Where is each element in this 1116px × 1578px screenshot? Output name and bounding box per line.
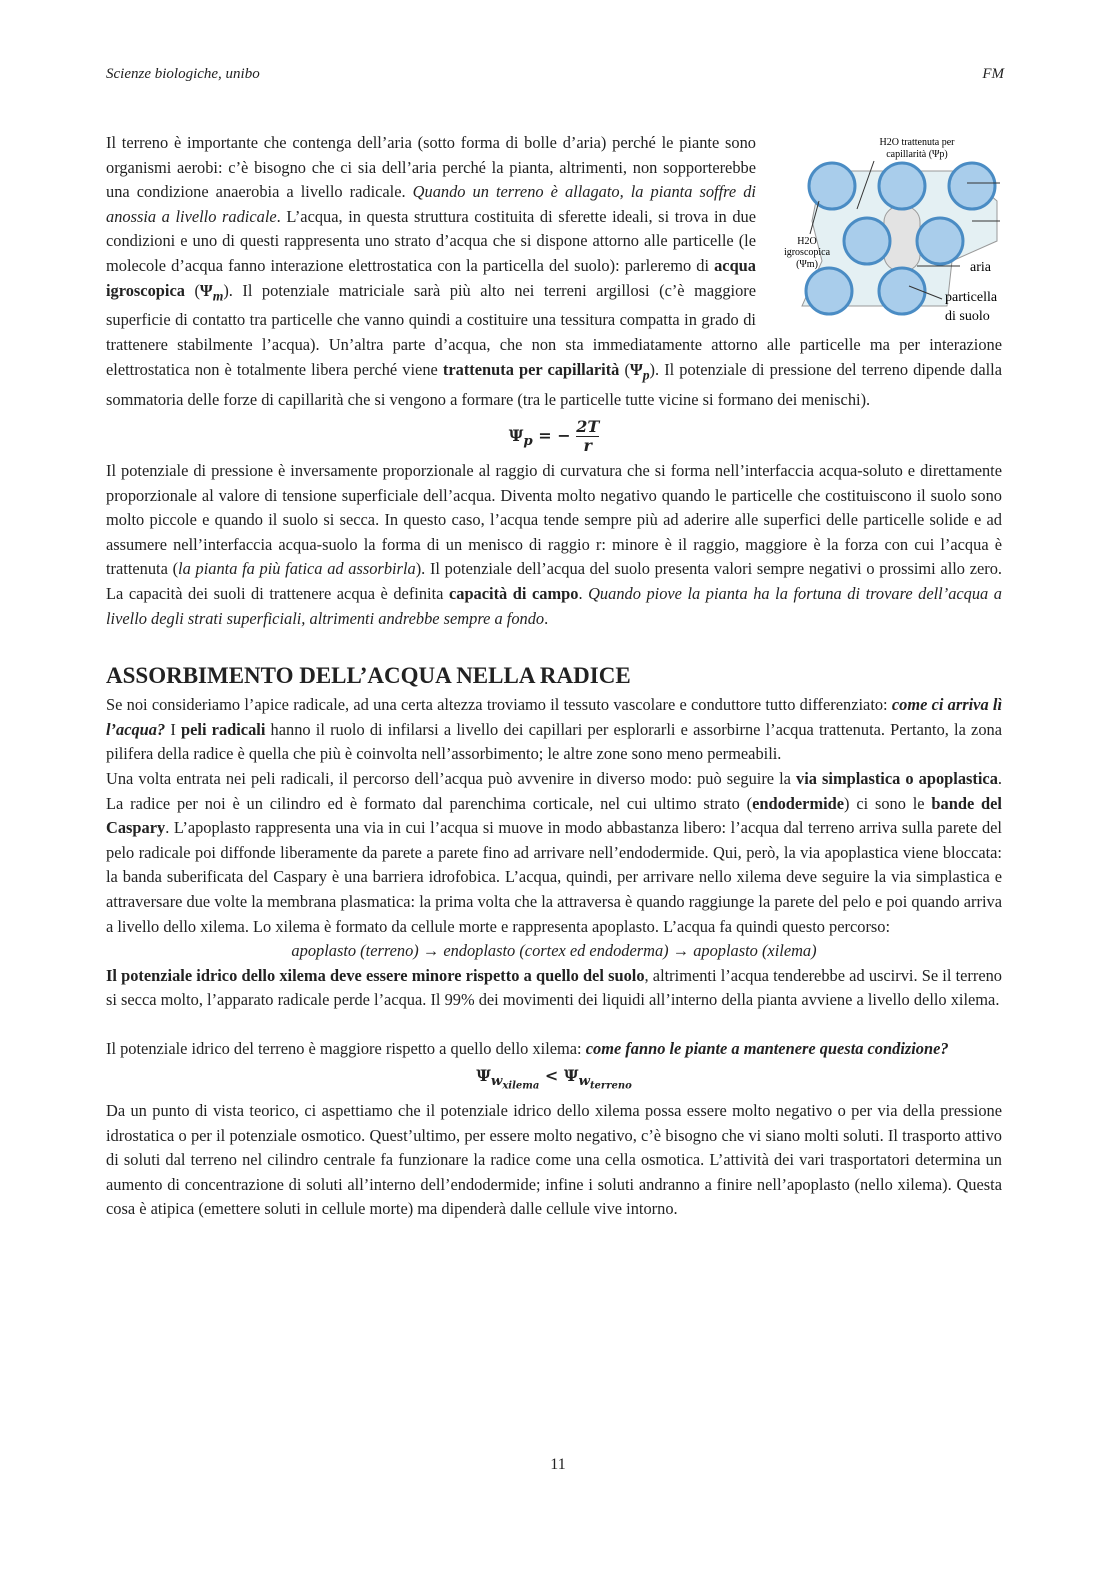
text-run: ( xyxy=(619,359,630,379)
text-run: . xyxy=(544,608,549,628)
text-run: . L’acqua, in questa struttura costituita di sferette ideali, si trova in due condizioni e uno di questi rappresenta uno strato d’acqua che si dispone attorno alle particelle (le molecole d’acqua fanno interazione elettrostatica con la particella del suolo): parleremo di xyxy=(106,206,756,275)
fig-label-capillary-2: capillarità (Ψp) xyxy=(886,149,948,160)
text-run: I xyxy=(165,719,181,739)
formula-sub: p xyxy=(523,433,533,450)
text-run: ). Il potenziale matriciale sarà più alto nei terreni argillosi (c’è maggiore superficie di contatto tra particelle che vanno quindi a costituire una tessitura compatta in grado di trattenere stabilmente l’acqua). Un’altra parte d’acqua, che non sta immediatamente attorno alle particelle ma per interazione elettrostatica non è totalmente libera perché viene xyxy=(106,280,1002,379)
text-run: Il potenziale idrico dello xilema deve essere minore rispetto a quello del suolo xyxy=(106,965,645,985)
text-run: ) ci sono le xyxy=(844,793,932,813)
text-run: Se noi consideriamo l’apice radicale, ad una certa altezza troviamo il tessuto vascolare e conduttore tutto differenziato: xyxy=(106,695,892,715)
text-run: ). Il potenziale dell’acqua del suolo presenta valori sempre negativi o prossimi allo zero. La capacità dei suoli di trattenere acqua è definita xyxy=(106,559,1002,604)
psi-symbol: Ψ xyxy=(508,426,524,446)
paragraph xyxy=(106,693,1002,767)
text-run: Il potenziale di pressione è inversamente proporzionale al raggio di curvatura che si forma nell’interfaccia acqua-soluto e direttamente proporzionale al valore di tensione superficiale dell’acqua. Diventa molto negativo quando le particelle che costituiscono il suolo sono molto piccole e quando il suolo si secca. In questo caso, l’acqua tende sempre più ad aderire alle superfici delle particelle solide e ad assumere nell’interfaccia acqua-suolo la forma di un menisco di raggio r: minore è il raggio, maggiore è la forza con cui l’acqua è trattenuta ( xyxy=(106,461,1002,579)
text-run: via simplastica o apoplastica xyxy=(796,769,998,789)
paragraph xyxy=(106,459,1002,631)
psi-symbol: Ψ xyxy=(476,1065,491,1085)
text-run: Una volta entrata nei peli radicali, il percorso dell’acqua può avvenire in diverso modo: può seguire la xyxy=(106,769,797,789)
header-right: FM xyxy=(982,66,1004,82)
water-pathway: apoplasto (terreno) → endoplasto (cortex ed endoderma) → apoplasto (xilema) xyxy=(291,941,817,961)
text-run: Quando un terreno è allagato, la pianta soffre di anossia a livello radicale xyxy=(106,182,756,226)
text-run: hanno il ruolo di infilarsi a livello dei capillari per esplorarli e assorbirne l’acqua trattenuta. Pertanto, la zona pilifera della radice è quella che più è coinvolta nell’assorbimento; le altre zone sono meno permeabili. xyxy=(106,719,1002,764)
fig-label-capillary: H2O trattenuta per xyxy=(879,137,955,148)
text-run: endodermide xyxy=(752,793,845,813)
soil-particles-figure xyxy=(762,131,1012,331)
text-run: acqua igroscopica xyxy=(106,255,756,300)
formula-sub: w xyxy=(490,1072,503,1089)
xylem-paragraphs xyxy=(106,964,1002,1013)
text-run: Il potenziale idrico del terreno è maggiore rispetto a quello dello xilema: xyxy=(106,1038,586,1058)
text-run: Ψ xyxy=(199,280,213,300)
formula-sub: w xyxy=(578,1072,590,1089)
text-run: m xyxy=(212,287,224,303)
formula-denominator: r xyxy=(583,436,592,456)
section-title: ASSORBIMENTO DELL’ACQUA NELLA RADICE xyxy=(106,663,631,689)
pressure-potential-formula xyxy=(106,418,1002,455)
paragraph xyxy=(106,1037,1002,1062)
paragraph xyxy=(106,1099,1002,1222)
text-run: Da un punto di vista teorico, ci aspettiamo che il potenziale idrico dello xilema possa essere molto negativo o per via della pressione idrostatica o per il potenziale osmotico. Quest’ultimo, per essere molto negativo, c’è bisogno che vi siano molti soluti. Il trasporto attivo di soluti dal terreno nel cilindro centrale fa funzionare la radice come una cella osmotica. L’attività dei vari trasportatori determina un aumento di concentrazione di soluti all’interno dell’endodermide; infine i soluti andranno a finire nell’apoplasto (nello xilema). Questa cosa è atipica (emettere soluti in cellule morte) ma dipenderà dalle cellule vive intorno. xyxy=(106,1101,1002,1219)
text-run: trattenuta per capillarità xyxy=(442,359,620,379)
text-run: . L’apoplasto rappresenta una via in cui l’acqua si muove in modo abbastanza libero: l’acqua dal terreno arriva sulla parete del pelo radicale poi diffonde liberamente da parete a parete fino ad arrivare nell’endodermide. Qui, però, la via apoplastica viene bloccata: la banda suberificata del Caspary è una barriera idrofobica. L’acqua, quindi, per arrivare nello xilema deve seguire la via simplastica e attraversare due volte la membrana plasmatica: la prima volta che la attraversa è quando raggiunge la parete del pelo e poi quando arriva a livello dello xilema. Lo xilema è formato da cellule morte e rappresenta apoplasto. L’acqua fa quindi questo percorso: xyxy=(106,818,1002,936)
text-run: come ci arriva lì l’acqua? xyxy=(106,695,1002,739)
formula-numerator: 2T xyxy=(576,417,600,437)
text-run: ). Il potenziale di pressione del terreno dipende dalla sommatoria delle forze di capillarità che si vengono a formare (tra le particelle tutte vicine si formano dei menischi). xyxy=(106,359,1003,409)
text-run: , altrimenti l’acqua tenderebbe ad uscirvi. Se il terreno si secca molto, l’apparato radicale perde l’acqua. Il 99% dei movimenti dei liquidi all’interno della pianta avviene a livello dello xilema. xyxy=(106,965,1002,1010)
pressure-potential-paragraphs xyxy=(106,459,1002,631)
formula-subsub: terreno xyxy=(589,1080,632,1092)
fig-label-hygro-3: (Ψm) xyxy=(796,259,818,270)
text-run: ( xyxy=(184,280,200,300)
page-number: 11 xyxy=(550,1456,566,1473)
question-paragraphs xyxy=(106,1037,1002,1062)
water-potential-inequality xyxy=(106,1064,1002,1099)
formula-subsub: xilema xyxy=(502,1080,540,1092)
text-run: la pianta fa più fatica ad assorbirla xyxy=(178,559,416,579)
text-run: peli radicali xyxy=(181,719,266,739)
text-run: p xyxy=(642,366,650,382)
text-run: . xyxy=(578,584,589,604)
header-left: Scienze biologiche, unibo xyxy=(106,66,260,82)
paragraph xyxy=(106,964,1002,1013)
text-run: bande del Caspary xyxy=(106,793,1002,838)
text-run: Ψ xyxy=(629,359,643,379)
fig-label-hygro-1: H2O xyxy=(797,236,817,247)
fig-label-particle-1: particella xyxy=(945,290,998,305)
text-run: Il terreno è importante che contenga dell’aria (sotto forma di bolle d’aria) perché le piante sono organismi aerobi: c’è bisogno che ci sia dell’aria perché la pianta, altrimenti, non sopporterebbe una condizione anaerobia a livello radicale. xyxy=(106,133,756,202)
text-run: Quando piove la pianta ha la fortuna di trovare dell’acqua a livello degli strati superficiali, altrimenti andrebbe sempre a fondo xyxy=(106,584,1002,628)
formula-eq: = − xyxy=(532,426,571,446)
formula-lt: < xyxy=(539,1065,564,1085)
paragraph xyxy=(106,767,1002,939)
text-run: . La radice per noi è un cilindro ed è formato dal parenchima corticale, nel cui ultimo strato ( xyxy=(106,769,1002,813)
fig-label-hygro-2: igroscopica xyxy=(783,247,831,258)
theory-paragraphs xyxy=(106,1099,1002,1222)
fig-label-particle-2: di suolo xyxy=(945,309,990,324)
fig-label-air: aria xyxy=(970,260,991,275)
text-run: come fanno le piante a mantenere questa condizione? xyxy=(585,1038,949,1058)
absorption-paragraphs xyxy=(106,693,1002,939)
psi-symbol: Ψ xyxy=(563,1065,579,1085)
text-run: capacità di campo xyxy=(448,584,579,604)
